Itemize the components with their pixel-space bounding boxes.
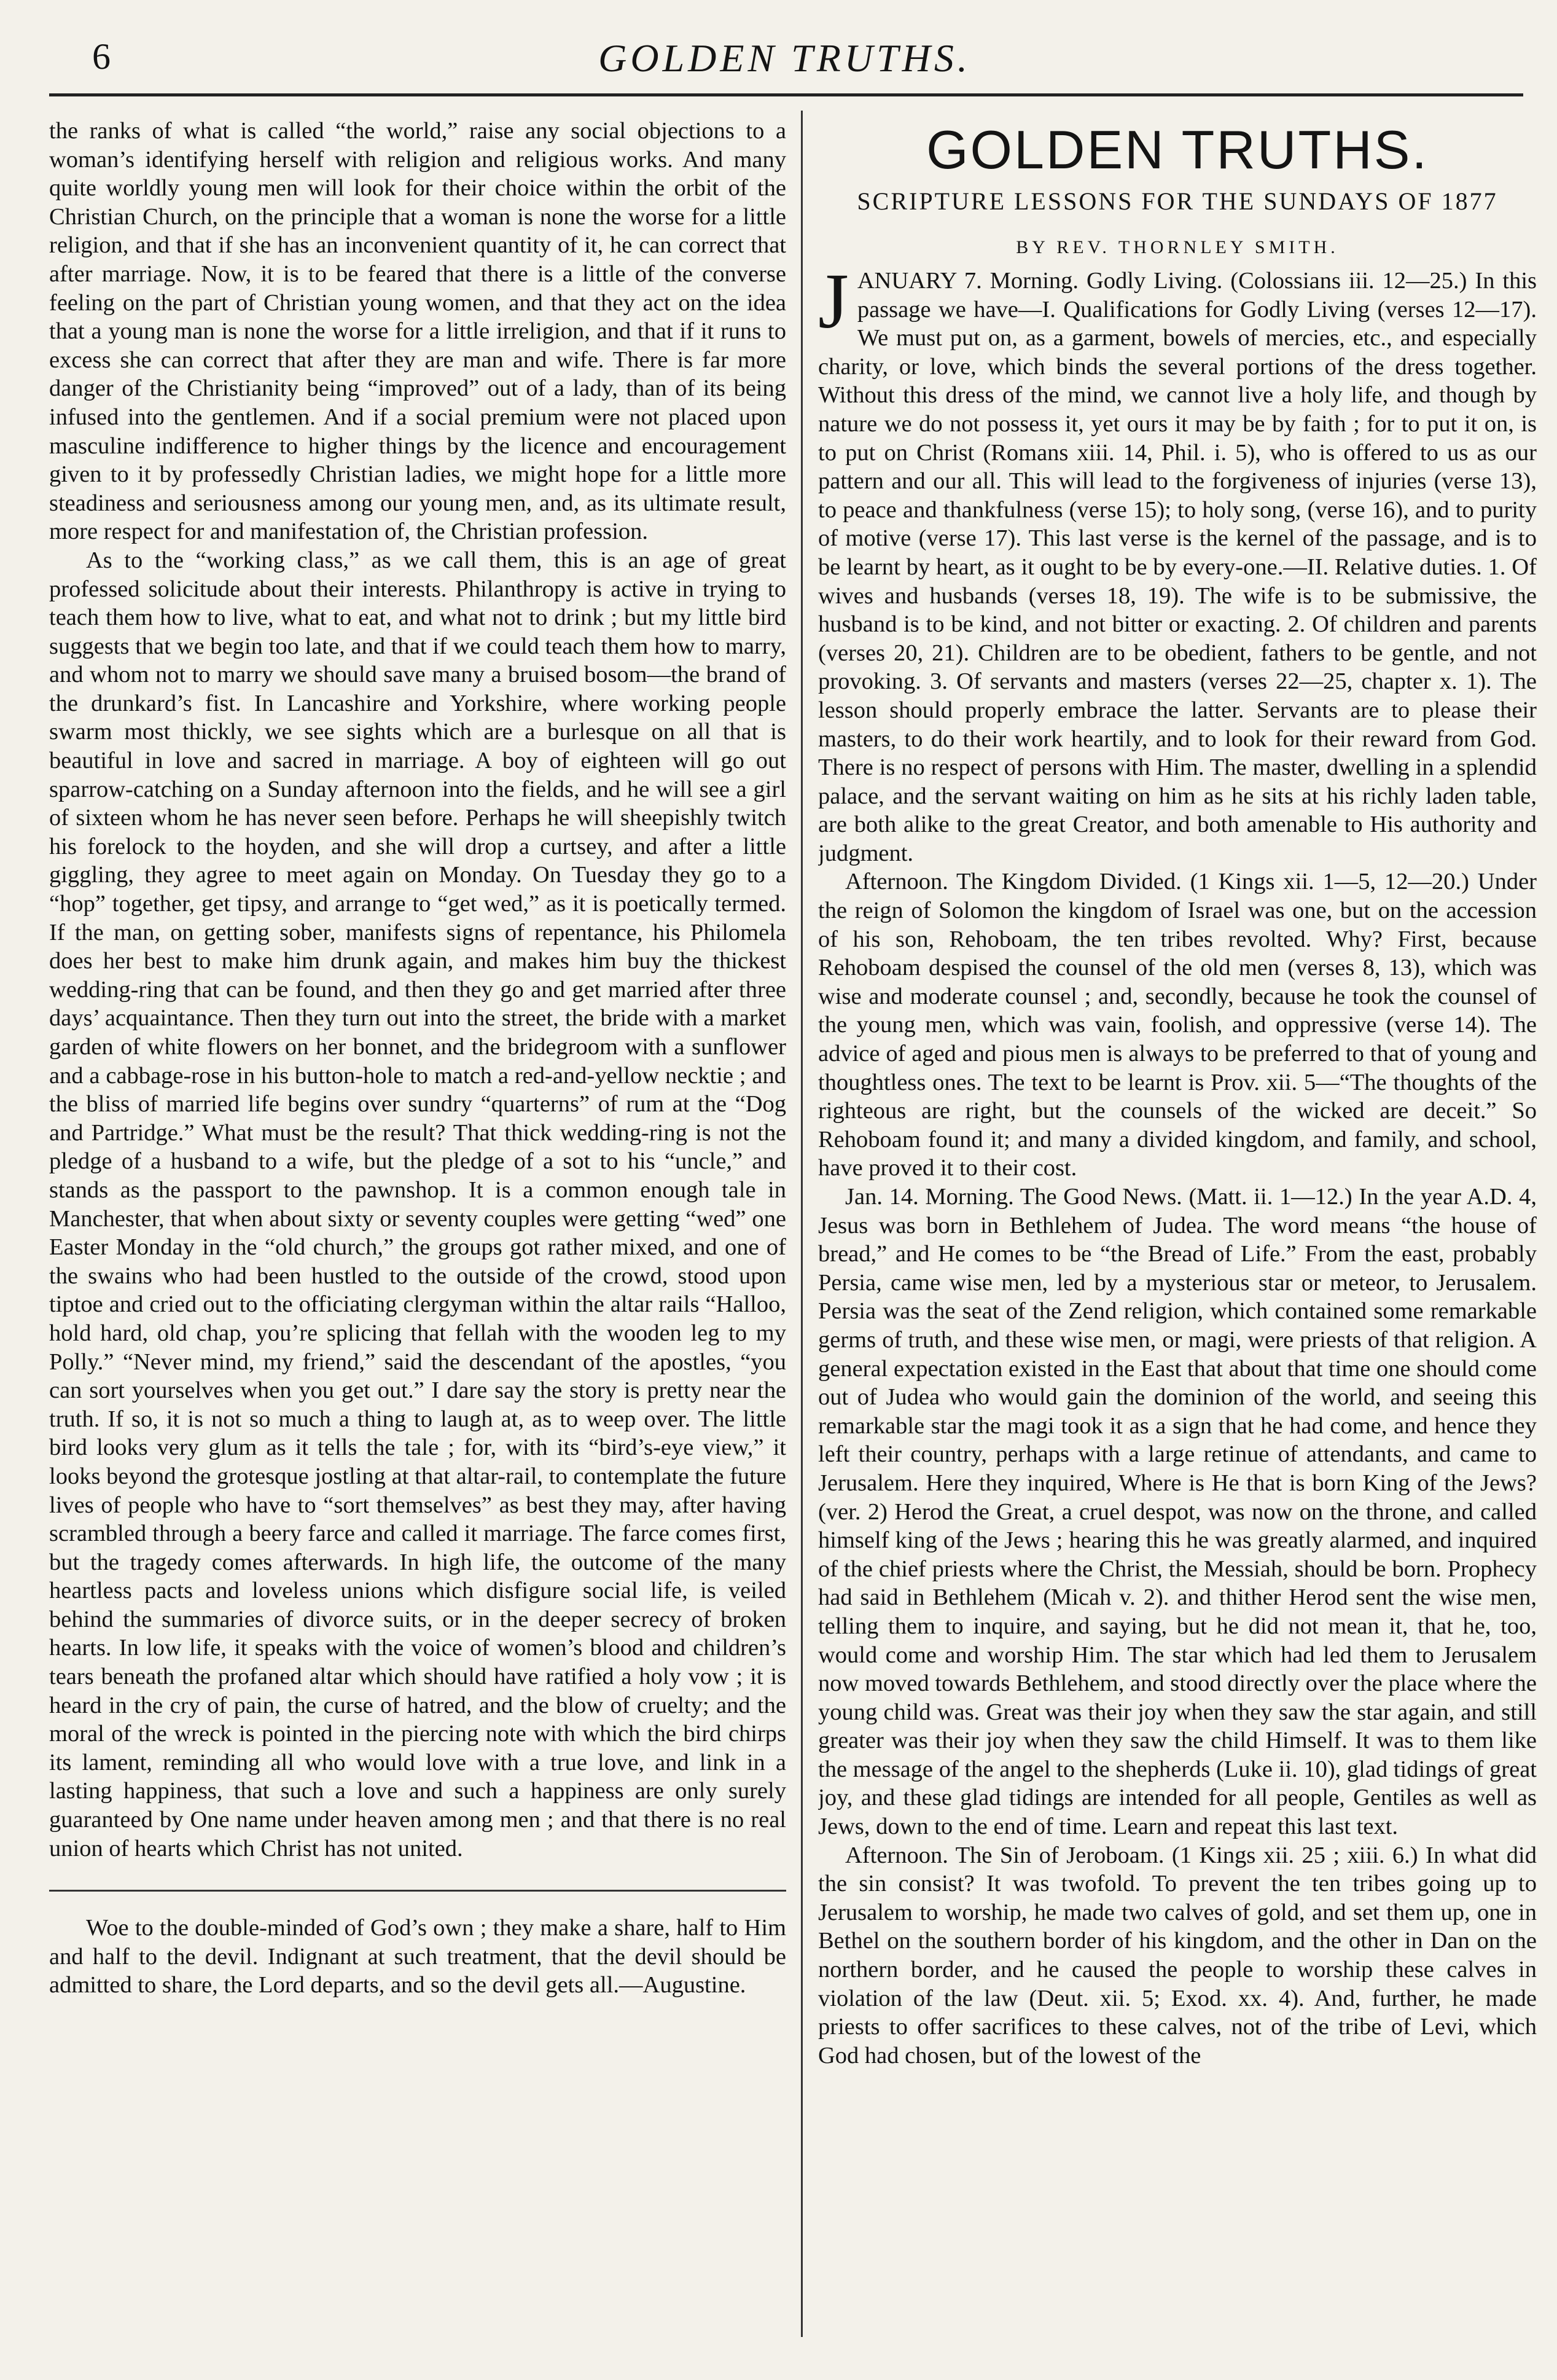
lesson-jan-7-morning-text: ANUARY 7. Morning. Godly Living. (Colossians iii. 12—25.) In this passage we have—I. Qualifications for Godly Living (verses 12—17). We must put on, as a garment, bowels of mercies, etc., and especially charity, or love, which binds the several portions of the dress together. Without this dress of the mind, we cannot live a holy life, and though by nature we do not possess it, yet ours it may be by faith ; for to put it on, is to put on Christ (Romans xiii. 14, Phil. i. 5), who is offered to us as our pattern and our all. This will lead to the forgiveness of injuries (verse 13), to peace and thankfulness (verse 15); to holy song, (verse 16), and to purity of motive (verse 17). This last verse is the kernel of the passage, and is to be learnt by heart, as it ought to be by every-one.—II. Relative duties. 1. Of wives and husbands (verses 18, 19). The wife is to be submissive, the husband is to be kind, and not bitter or exacting. 2. Of children and parents (verses 20, 21). Children are to be obedient, fathers to be gentle, and not provoking. 3. Of servants and masters (verses 22—25, chapter x. 1). The lesson should properly embrace the latter. Servants are to please their masters, to do their work heartily, and to look for their reward from God. There is no respect of persons with Him. The master, dwelling in a splendid palace, and the servant waiting on him as he sits at his richly laden table, are both alike to the great Creator, and both amenable to His authority and judgment. [818, 268, 1537, 866]
article-paragraph-2: As to the “working class,” as we call them, this is an age of great professed solicitude about their interests. Philanthropy is active in trying to teach them how to live, what to eat, and what not to drink ; but my little bird suggests that we begin too late, and that if we could teach them how to marry, and whom not to marry we should save many a bruised bosom—the brand of the drunkard’s fist. In Lancashire and Yorkshire, where working people swarm most thickly, we see sights which are a burlesque on all that is beautiful in love and sacred in marriage. A boy of eighteen will go out sparrow-catching on a Sunday afternoon into the fields, and he will see a girl of sixteen whom he has never seen before. Perhaps he will sheepishly twitch his forelock to the hoyden, and she will drop a curtsey, and after a little giggling, they agree to meet again on Monday. On Tuesday they go to a “hop” together, get tipsy, and arrange to “get wed,” as it is poetically termed. If the man, on getting sober, manifests signs of repentance, his Philomela does her best to make him drunk again, and makes him buy the thickest wedding-ring that can be found, and then they go and get married after three days’ acquaintance. Then they turn out into the street, the bride with a market garden of white flowers on her bonnet, and the bridegroom with a sunflower and a cabbage-rose in his button-hole to match a red-and-yellow necktie ; and the bliss of married life begins over sundry “quarterns” of rum at the “Dog and Partridge.” What must be the result? That thick wedding-ring is not the pledge of a husband to a wife, but the pledge of a sot to his “uncle,” and stands as the passport to the pawnshop. It is a common enough tale in Manchester, that when about sixty or seventy couples were getting “wed” one Easter Monday in the “old church,” the groups got rather mixed, and one of the swains who had been hustled to the outside of the crowd, stood upon tiptoe and cried out to the officiating clergyman within the altar rails “Halloo, hold hard, old chap, you’re splicing that fellah with the wooden leg to my Polly.” “Never mind, my friend,” said the descendant of the apostles, “you can sort yourselves when you get out.” I dare say the story is pretty near the truth. If so, it is not so much a thing to laugh at, as to weep over. The little bird looks very glum as it tells the tale ; for, with its “bird’s-eye view,” it looks beyond the grotesque jostling at that altar-rail, to contemplate the future lives of people who have to “sort themselves” as best they may, after having scrambled through a beery farce and called it marriage. The farce comes first, but the tragedy comes afterwards. In high life, the outcome of the many heartless pacts and loveless unions which disfigure social life, is veiled behind the summaries of divorce suits, or in the deeper secrecy of broken hearts. In low life, it speaks with the voice of women’s blood and children’s tears beneath the profaned altar which should have ratified a holy vow ; it is heard in the cry of pain, the curse of hatred, and the blow of cruelty; and the moral of the wreck is pointed in the piercing note with which the bird chirps its lament, reminding all who would love with a true love, and link in a lasting happiness, that such a love and such a happiness are only surely guaranteed by One name under heaven among men ; and that there is no real union of hearts which Christ has not united. [49, 547, 786, 1861]
lesson-jan-7-morning [818, 257, 1537, 867]
column-separator-rule [49, 1890, 786, 1892]
running-title: GOLDEN TRUTHS. [598, 36, 971, 80]
byline: BY REV. THORNLEY SMITH. [1016, 237, 1339, 257]
column-divider [801, 111, 803, 2337]
left-column [49, 117, 786, 2362]
article-paragraph-1: the ranks of what is called “the world,” raise any social objections to a woman’s identifying herself with religion and religious works. And many quite worldly young men will look for their choice within the orbit of the Christian Church, on the principle that a woman is none the worse for a little religion, and that if she has an inconvenient quantity of it, he can correct that after marriage. Now, it is to be feared that there is a little of the converse feeling on the part of Christian young women, and that they act on the idea that a young man is none the worse for a little irreligion, and that if it runs to excess she can correct that after they are man and wife. There is far more danger of the Christianity being “improved” out of a lady, than of its being infused into the gentlemen. And if a social premium were not placed upon masculine indifference to higher things by the licence and encouragement given to it by professedly Christian ladies, we might hope for a little more steadiness and seriousness among our young men, and, as its ultimate result, more respect for and manifestation of, the Christian profession. [49, 118, 786, 545]
drop-cap: J [818, 257, 849, 345]
lesson-jan-7-afternoon: Afternoon. The Kingdom Divided. (1 Kings xii. 1—5, 12—20.) Under the reign of Solomon the kingdom of Israel was one, but on the accession of his son, Rehoboam, the ten tribes revolted. Why? First, because Rehoboam despised the counsel of the old men (verses 8, 13), which was wise and moderate counsel ; and, secondly, because he took the counsel of the young men, which was vain, foolish, and oppressive (verse 14). The advice of aged and pious men is always to be preferred to that of young and thoughtless ones. The text to be learnt is Prov. xii. 5—“The thoughts of the righteous are right, but the counsels of the wicked are deceit.” So Rehoboam found it; and many a divided kingdom, and family, and school, have proved it to their cost. [818, 869, 1537, 1181]
header-rule [49, 93, 1523, 96]
lesson-jan-14-morning: Jan. 14. Morning. The Good News. (Matt. ii. 1—12.) In the year A.D. 4, Jesus was born in Bethlehem of Judea. The word means “the house of bread,” and He comes to be “the Bread of Life.” From the east, probably Persia, came wise men, led by a mysterious star or meteor, to Jerusalem. Persia was the seat of the Zend religion, which contained some remarkable germs of truth, and these wise men, or magi, were priests of that religion. A general expectation existed in the East that about that time one should come out of Judea who would gain the dominion of the world, and seeing this remarkable star the magi took it as a sign that he had come, and hence they left their country, perhaps with a large retinue of attendants, and came to Jerusalem. Here they inquired, Where is He that is born King of the Jews? (ver. 2) Herod the Great, a cruel despot, was now on the throne, and called himself king of the Jews ; hearing this he was greatly alarmed, and inquired of the chief priests where the Christ, the Messiah, should be born. Prophecy had said in Bethlehem (Micah v. 2). and thither Herod sent the wise men, telling them to inquire, and saying, but he did not mean it, that he, too, would come and worship Him. The star which had led them to Jerusalem now moved towards Bethlehem, and stood directly over the place where the young child was. Great was their joy when they saw the star again, and still greater was their joy when they saw the child Himself. It was to them like the message of the angel to the shepherds (Luke ii. 10), glad tidings of great joy, and these glad tidings are intended for all people, Gentiles as well as Jews, down to the end of time. Learn and repeat this last text. [818, 1184, 1537, 1840]
right-column [818, 117, 1537, 2362]
lesson-jan-14-afternoon: Afternoon. The Sin of Jeroboam. (1 Kings xii. 25 ; xiii. 6.) In what did the sin consist? It was twofold. To prevent the ten tribes going up to Jerusalem to worship, he made two calves of gold, and set them up, one in Bethel on the southern border of his kingdom, and the other in Dan on the northern border, and he caused the people to worship these calves in violation of the law (Deut. xii. 5; Exod. xx. 4). And, further, he made priests to offer sacrifices to these calves, not of the tribe of Levi, which God had chosen, but of the lowest of the [818, 1842, 1537, 2069]
page-number: 6 [92, 36, 111, 77]
section-subtitle: SCRIPTURE LESSONS FOR THE SUNDAYS OF 1877 [857, 187, 1498, 215]
section-title: GOLDEN TRUTHS. [926, 119, 1429, 180]
augustine-quote: Woe to the double-minded of God’s own ; they make a share, half to Him and half to the devil. Indignant at such treatment, that the devil should be admitted to share, the Lord departs, and so the devil gets all.—Augustine. [49, 1915, 786, 1998]
running-head [49, 11, 1520, 85]
